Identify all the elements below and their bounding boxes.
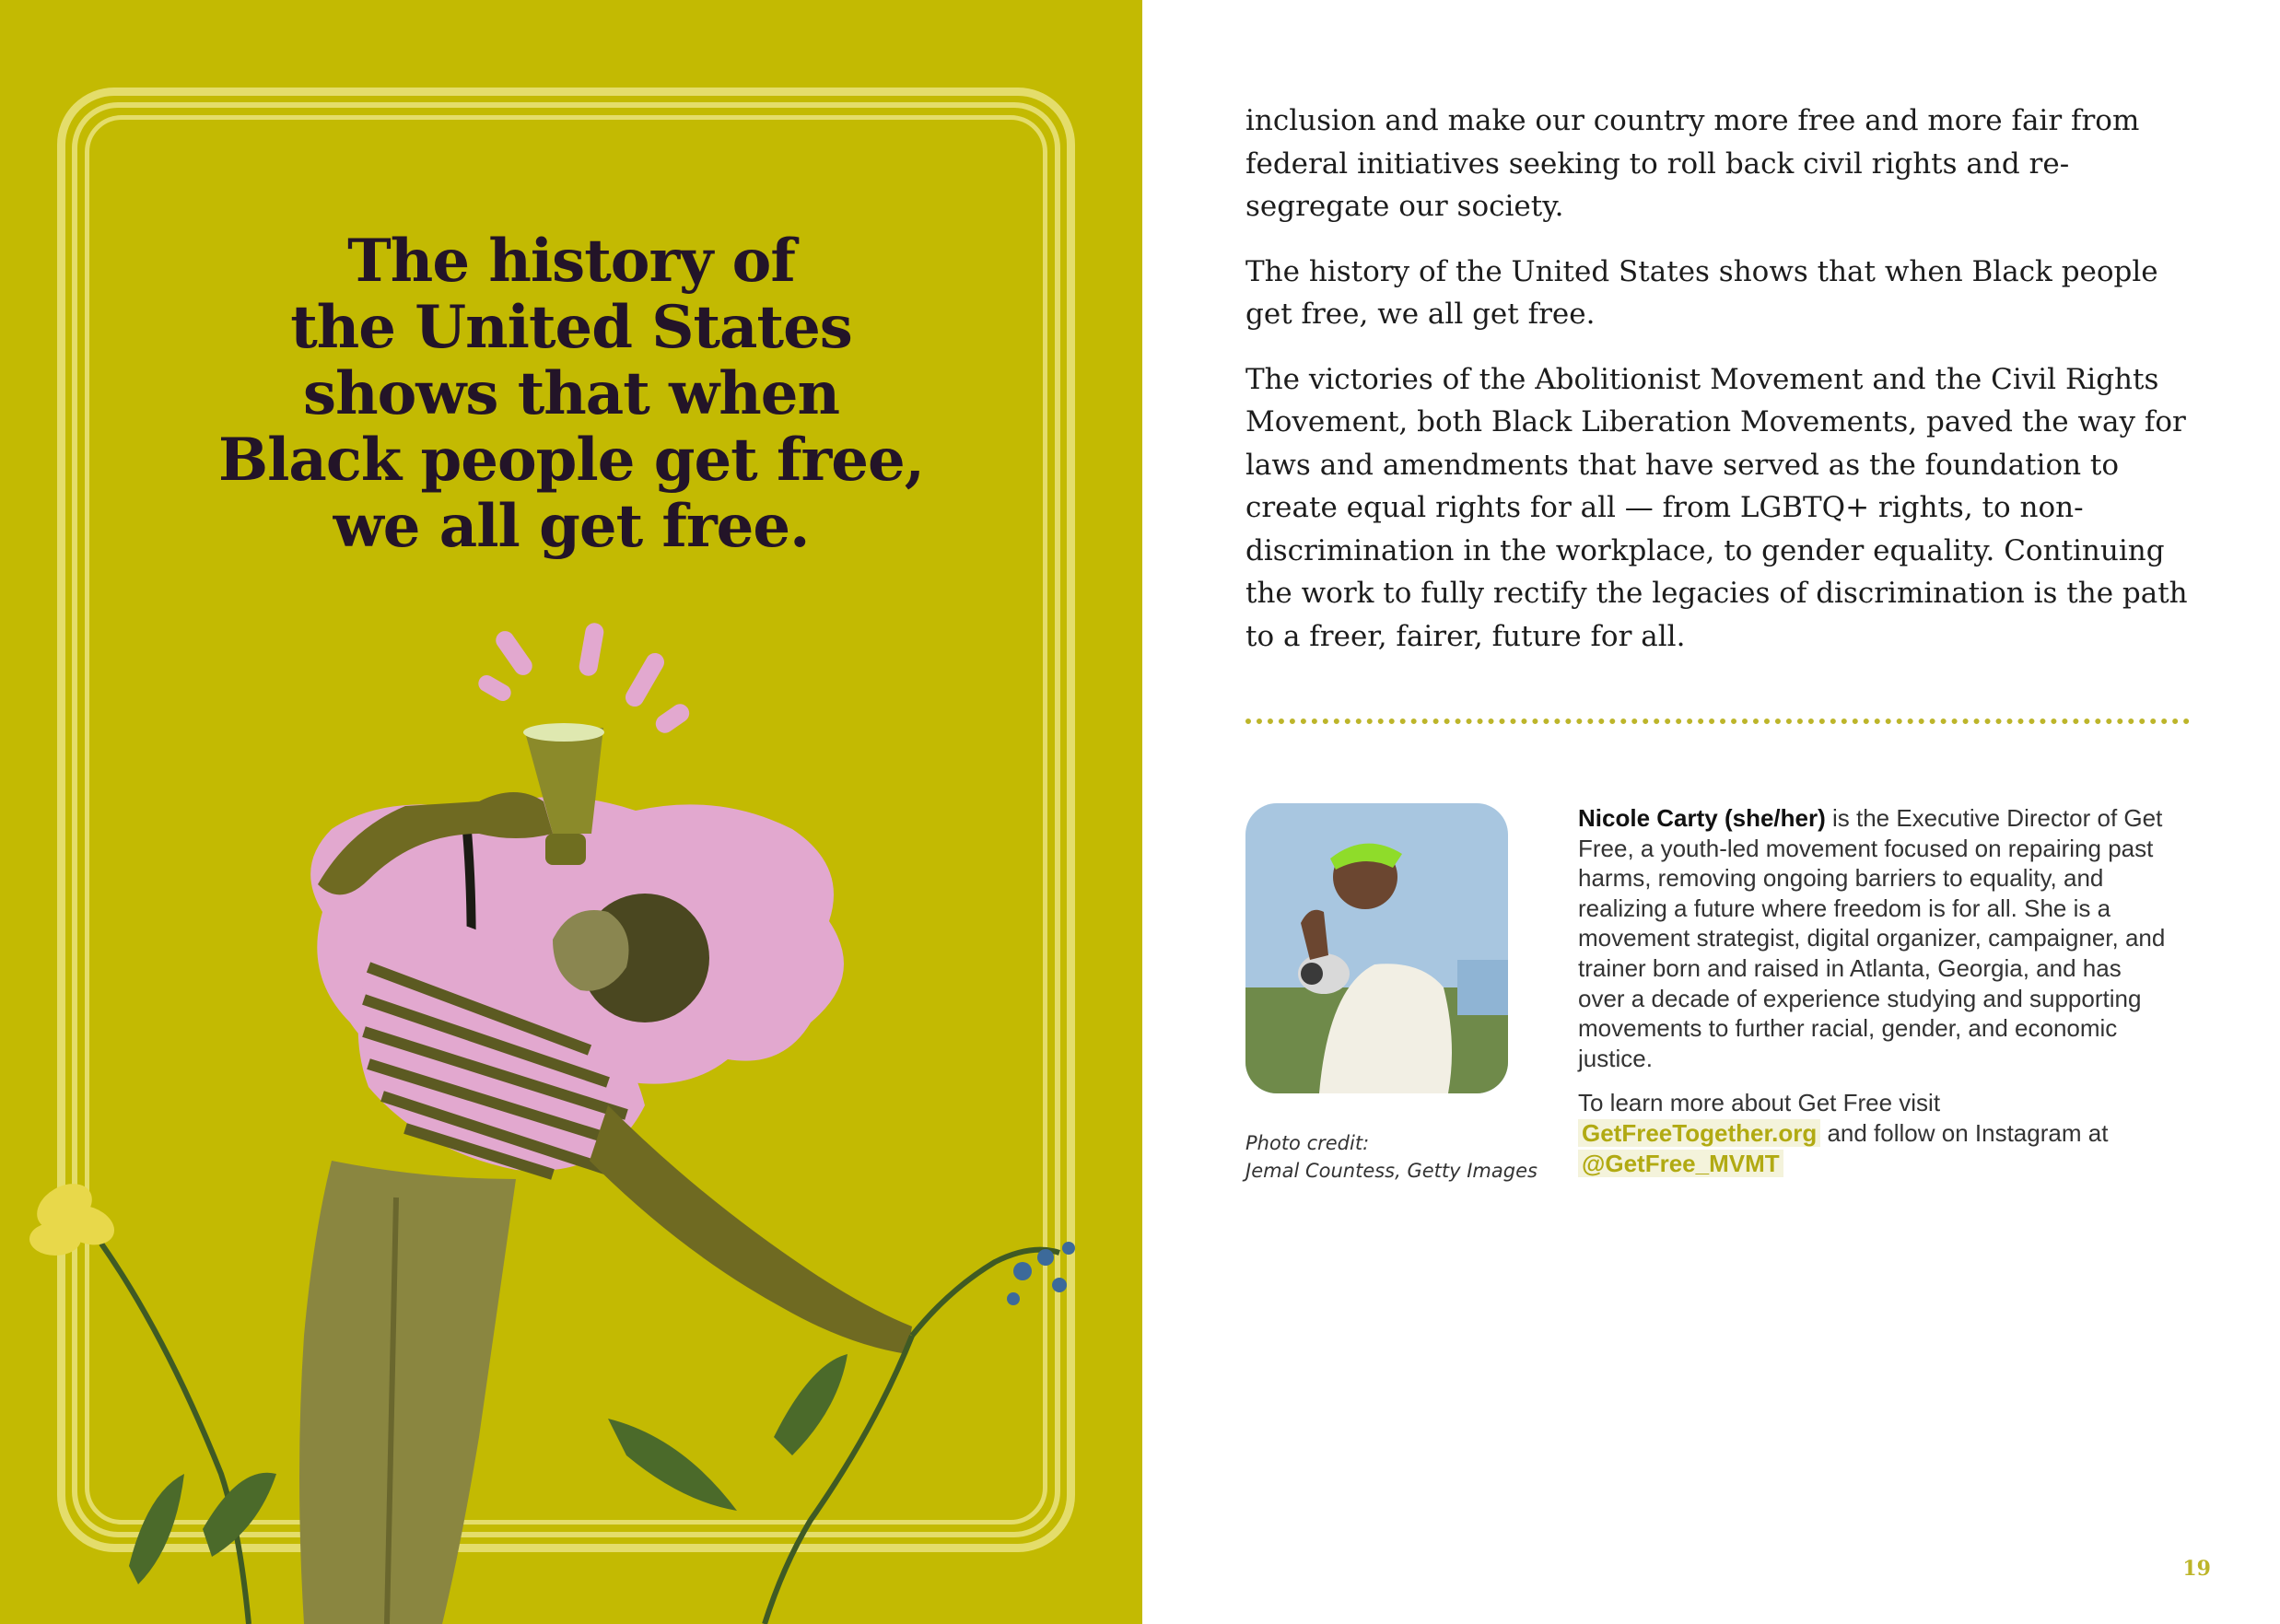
author-bio — [1578, 803, 2168, 1193]
outstretched-arm — [590, 1105, 912, 1354]
paragraph: The history of the United States shows that when Black people get free, we all get free. — [1245, 254, 2158, 331]
author-name: Nicole Carty (she/her) — [1578, 804, 1826, 832]
body-text — [1245, 99, 2204, 680]
learn-more-prefix: To learn more about Get Free visit — [1578, 1089, 1941, 1117]
headline-line: we all get free. — [333, 492, 810, 561]
flower-stems — [101, 1244, 1059, 1624]
portrait-image — [1245, 803, 1508, 1093]
right-page-panel — [1142, 0, 2280, 1624]
headline-line: the United States — [290, 293, 852, 362]
portrait-photo — [1245, 803, 1508, 1093]
bio-paragraph — [1578, 803, 2168, 1073]
yellow-flower — [29, 1174, 120, 1256]
shout-marks — [475, 622, 693, 737]
paragraph: The victories of the Abolitionist Movement and the Civil Rights Movement, both Black Liberation Movements, paved the way for laws and amendments that have served as the foundation to create equal rights for all — from LGBTQ+ rights, to non-discrimination in the workplace, to gender equality. Continuing the work to fully rectify the legacies of discrimination is the path to a freer, fairer, future for all. — [1245, 362, 2188, 653]
bio-text: is the Executive Director of Get Free, a youth-led movement focused on repairing past harms, removing ongoing barriers to equality, and realizing a future where freedom is for all. She is a movement strategist, digital organizer, campaigner, and trainer born and raised in Atlanta, Georgia, and has over a decade of experience studying and supporting movements to further racial, gender, and economic justice. — [1578, 804, 2166, 1072]
website-link[interactable]: GetFreeTogether.org — [1578, 1119, 1820, 1147]
page-number: 19 — [2182, 1557, 2211, 1581]
headline-line: shows that when — [303, 359, 839, 428]
photo-credit-source: Jemal Countess, Getty Images — [1245, 1160, 1538, 1182]
photo-credit — [1245, 1129, 1549, 1185]
paragraph: inclusion and make our country more free and more fair from federal initiatives seeking to roll back civil rights and re-segregate our society. — [1245, 104, 2140, 223]
learn-more-paragraph — [1578, 1088, 2168, 1178]
headline-line: The history of — [347, 227, 795, 296]
jeans — [299, 1161, 516, 1624]
learn-more-middle: and follow on Instagram at — [1820, 1118, 2109, 1147]
photo-credit-label: Photo credit: — [1245, 1132, 1370, 1154]
instagram-link[interactable]: @GetFree_MVMT — [1578, 1150, 1783, 1177]
dotted-divider — [1245, 719, 2190, 724]
headline-line: Black people get free, — [218, 426, 924, 495]
